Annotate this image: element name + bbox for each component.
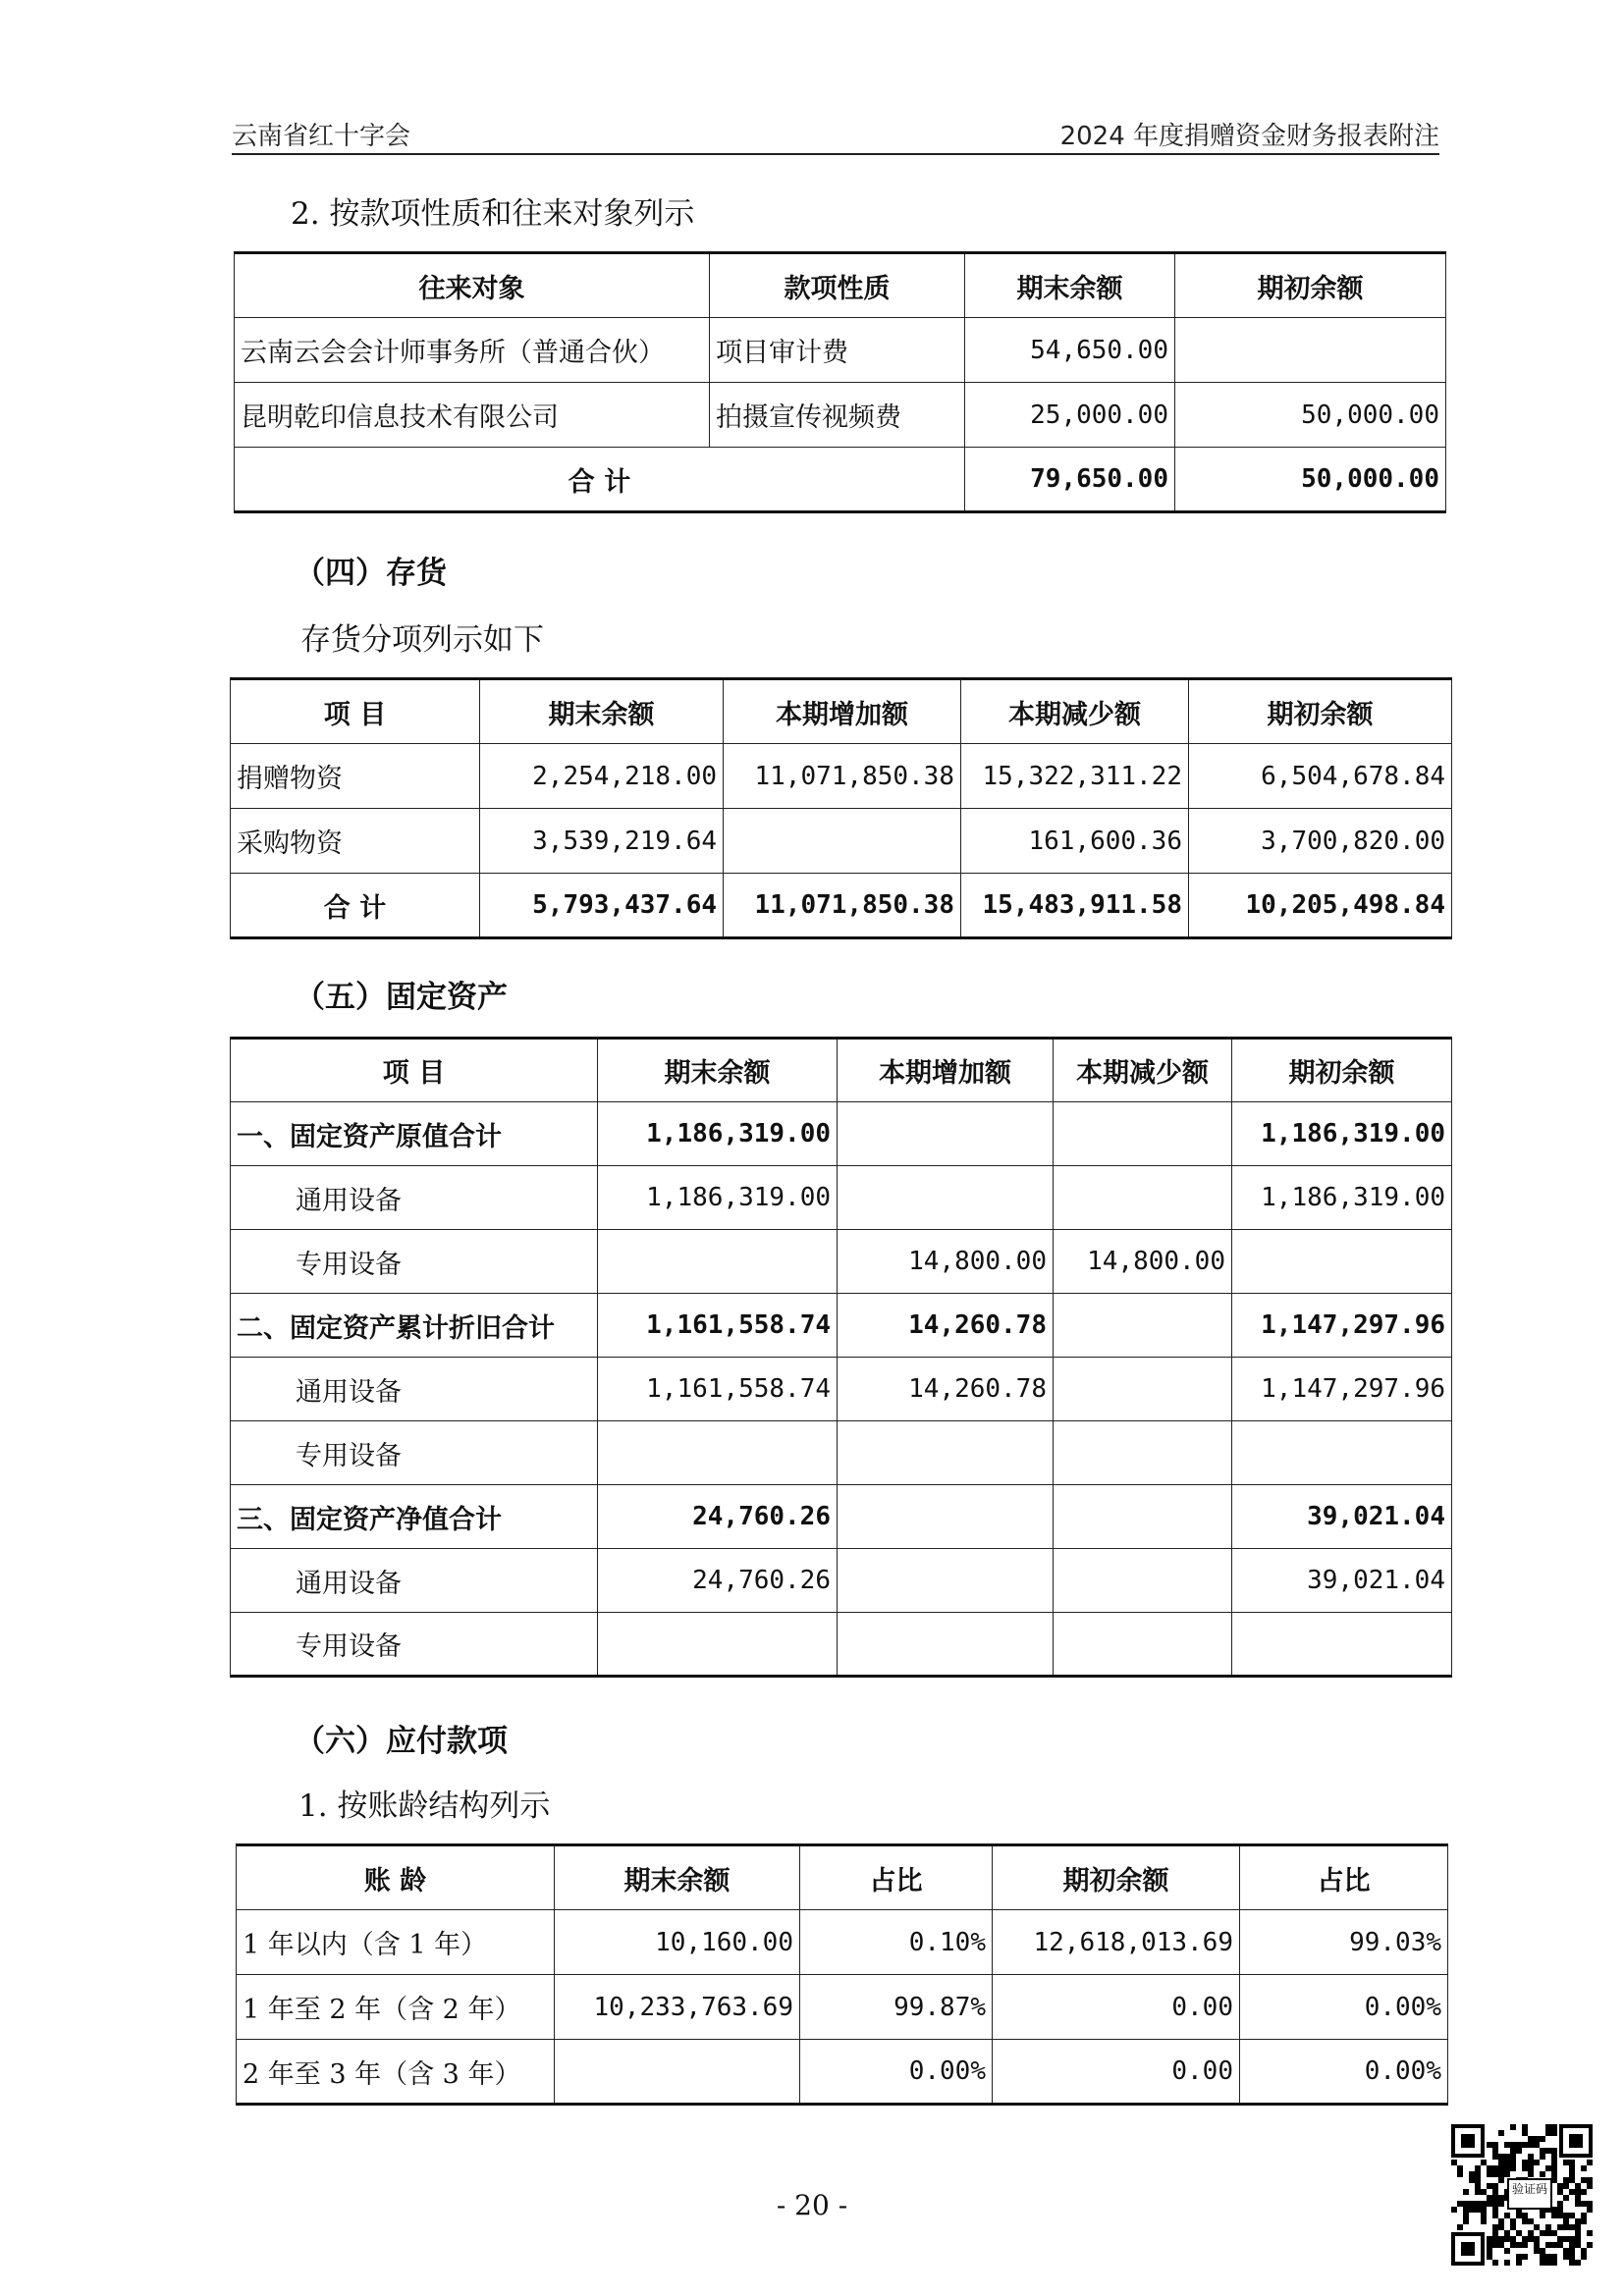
cell-opening: 1,147,297.96 xyxy=(1232,1294,1452,1358)
table-row xyxy=(231,1358,1452,1421)
table-row xyxy=(231,1613,1452,1677)
col-header: 账 龄 xyxy=(237,1845,555,1910)
table-header-row xyxy=(237,1845,1448,1910)
cell-nature: 拍摄宣传视频费 xyxy=(710,383,965,448)
table-payables-aging xyxy=(236,1843,1448,2106)
cell-decrease xyxy=(1054,1102,1232,1166)
cell-closing: 1,161,558.74 xyxy=(598,1294,838,1358)
col-header: 往来对象 xyxy=(235,253,710,318)
cell-increase xyxy=(838,1549,1054,1613)
qr-label: 验证码 xyxy=(1511,2182,1548,2196)
cell-closing-share: 0.10% xyxy=(800,1910,993,1975)
cell-opening: 6,504,678.84 xyxy=(1189,744,1452,809)
cell-total-increase: 11,071,850.38 xyxy=(724,874,961,938)
cell-opening: 3,700,820.00 xyxy=(1189,809,1452,874)
cell-increase: 14,800.00 xyxy=(838,1230,1054,1294)
cell-decrease xyxy=(1054,1421,1232,1485)
col-header: 期初余额 xyxy=(1189,679,1452,744)
section-heading-inventory: （四）存货 xyxy=(295,556,447,591)
cell-opening: 0.00 xyxy=(993,1975,1240,2040)
cell-closing: 1,186,319.00 xyxy=(598,1166,838,1230)
table-fixed-assets xyxy=(230,1037,1452,1678)
table-total-row xyxy=(235,448,1446,512)
col-header: 期初余额 xyxy=(1232,1039,1452,1102)
cell-opening: 39,021.04 xyxy=(1232,1485,1452,1549)
cell-item: 通用设备 xyxy=(231,1358,598,1421)
col-header: 项 目 xyxy=(231,679,480,744)
cell-item: 专用设备 xyxy=(231,1613,598,1677)
cell-opening xyxy=(1232,1613,1452,1677)
cell-closing: 10,160.00 xyxy=(555,1910,800,1975)
section-heading-fixed-assets: （五）固定资产 xyxy=(295,980,508,1015)
cell-item: 通用设备 xyxy=(231,1166,598,1230)
header-org: 云南省红十字会 xyxy=(232,122,411,151)
cell-increase xyxy=(838,1102,1054,1166)
cell-opening xyxy=(1232,1421,1452,1485)
cell-opening-share: 99.03% xyxy=(1240,1910,1448,1975)
cell-closing: 3,539,219.64 xyxy=(480,809,724,874)
cell-item: 捐赠物资 xyxy=(231,744,480,809)
table-row xyxy=(231,1549,1452,1613)
cell-closing: 1,186,319.00 xyxy=(598,1102,838,1166)
cell-item: 通用设备 xyxy=(231,1549,598,1613)
cell-nature: 项目审计费 xyxy=(710,318,965,383)
table-by-nature xyxy=(234,251,1446,513)
cell-decrease xyxy=(1054,1549,1232,1613)
cell-decrease: 161,600.36 xyxy=(961,809,1189,874)
section-subheading-inventory: 存货分项列示如下 xyxy=(300,622,544,658)
page-number: - 20 - xyxy=(776,2189,848,2221)
cell-counterparty: 云南云会会计师事务所（普通合伙） xyxy=(235,318,710,383)
cell-total-decrease: 15,483,911.58 xyxy=(961,874,1189,938)
cell-opening: 1,147,297.96 xyxy=(1232,1358,1452,1421)
cell-closing xyxy=(598,1230,838,1294)
table-row xyxy=(231,1230,1452,1294)
cell-closing: 24,760.26 xyxy=(598,1549,838,1613)
col-header: 占比 xyxy=(1240,1845,1448,1910)
table-row xyxy=(231,1421,1452,1485)
section-subheading-payables: 1. 按账龄结构列示 xyxy=(298,1789,551,1824)
cell-total-opening: 50,000.00 xyxy=(1175,448,1446,512)
cell-closing: 1,161,558.74 xyxy=(598,1358,838,1421)
cell-total-closing: 5,793,437.64 xyxy=(480,874,724,938)
cell-item: 一、固定资产原值合计 xyxy=(231,1102,598,1166)
cell-increase xyxy=(838,1166,1054,1230)
cell-closing xyxy=(598,1613,838,1677)
section-heading-payables: （六）应付款项 xyxy=(295,1724,508,1759)
cell-opening: 0.00 xyxy=(993,2040,1240,2105)
table-total-row xyxy=(231,874,1452,938)
cell-total-opening: 10,205,498.84 xyxy=(1189,874,1452,938)
cell-closing: 54,650.00 xyxy=(965,318,1175,383)
cell-item: 二、固定资产累计折旧合计 xyxy=(231,1294,598,1358)
table-row xyxy=(235,318,1446,383)
table-header-row xyxy=(235,253,1446,318)
cell-closing xyxy=(555,2040,800,2105)
col-header: 本期增加额 xyxy=(724,679,961,744)
col-header: 期末余额 xyxy=(480,679,724,744)
table-row xyxy=(237,2040,1448,2105)
col-header: 期末余额 xyxy=(555,1845,800,1910)
col-header: 期末余额 xyxy=(598,1039,838,1102)
cell-increase xyxy=(724,809,961,874)
cell-opening: 12,618,013.69 xyxy=(993,1910,1240,1975)
cell-opening-share: 0.00% xyxy=(1240,2040,1448,2105)
table-row xyxy=(235,383,1446,448)
table-row xyxy=(231,1294,1452,1358)
cell-closing-share: 0.00% xyxy=(800,2040,993,2105)
cell-aging: 1 年至 2 年（含 2 年） xyxy=(237,1975,555,2040)
header-divider xyxy=(232,153,1439,155)
cell-increase: 11,071,850.38 xyxy=(724,744,961,809)
table-row xyxy=(237,1910,1448,1975)
cell-opening: 1,186,319.00 xyxy=(1232,1102,1452,1166)
cell-total-label: 合 计 xyxy=(235,448,965,512)
cell-increase: 14,260.78 xyxy=(838,1358,1054,1421)
cell-decrease xyxy=(1054,1358,1232,1421)
col-header: 期初余额 xyxy=(1175,253,1446,318)
section-heading-by-nature: 2. 按款项性质和往来对象列示 xyxy=(291,196,695,232)
cell-opening: 50,000.00 xyxy=(1175,383,1446,448)
cell-decrease xyxy=(1054,1166,1232,1230)
cell-increase xyxy=(838,1485,1054,1549)
table-row xyxy=(231,1485,1452,1549)
verification-qr-code-icon xyxy=(1451,2124,1593,2266)
table-row xyxy=(231,744,1452,809)
cell-aging: 1 年以内（含 1 年） xyxy=(237,1910,555,1975)
cell-decrease xyxy=(1054,1613,1232,1677)
col-header: 本期增加额 xyxy=(838,1039,1054,1102)
table-header-row xyxy=(231,1039,1452,1102)
col-header: 占比 xyxy=(800,1845,993,1910)
cell-item: 专用设备 xyxy=(231,1421,598,1485)
cell-opening: 1,186,319.00 xyxy=(1232,1166,1452,1230)
cell-total-label: 合 计 xyxy=(231,874,480,938)
cell-item: 采购物资 xyxy=(231,809,480,874)
cell-decrease xyxy=(1054,1485,1232,1549)
cell-decrease: 15,322,311.22 xyxy=(961,744,1189,809)
table-row xyxy=(237,1975,1448,2040)
cell-closing: 25,000.00 xyxy=(965,383,1175,448)
cell-increase xyxy=(838,1421,1054,1485)
cell-increase xyxy=(838,1613,1054,1677)
cell-item: 三、固定资产净值合计 xyxy=(231,1485,598,1549)
cell-closing: 24,760.26 xyxy=(598,1485,838,1549)
cell-increase: 14,260.78 xyxy=(838,1294,1054,1358)
cell-closing: 10,233,763.69 xyxy=(555,1975,800,2040)
col-header: 期末余额 xyxy=(965,253,1175,318)
col-header: 款项性质 xyxy=(710,253,965,318)
cell-opening xyxy=(1175,318,1446,383)
table-row xyxy=(231,1166,1452,1230)
cell-opening xyxy=(1232,1230,1452,1294)
col-header: 本期减少额 xyxy=(1054,1039,1232,1102)
col-header: 项 目 xyxy=(231,1039,598,1102)
cell-closing-share: 99.87% xyxy=(800,1975,993,2040)
table-header-row xyxy=(231,679,1452,744)
cell-item: 专用设备 xyxy=(231,1230,598,1294)
table-row xyxy=(231,1102,1452,1166)
table-row xyxy=(231,809,1452,874)
header-report-title: 2024 年度捐赠资金财务报表附注 xyxy=(1059,122,1439,151)
cell-decrease: 14,800.00 xyxy=(1054,1230,1232,1294)
col-header: 本期减少额 xyxy=(961,679,1189,744)
cell-closing: 2,254,218.00 xyxy=(480,744,724,809)
cell-decrease xyxy=(1054,1294,1232,1358)
cell-total-closing: 79,650.00 xyxy=(965,448,1175,512)
cell-counterparty: 昆明乾印信息技术有限公司 xyxy=(235,383,710,448)
col-header: 期初余额 xyxy=(993,1845,1240,1910)
cell-aging: 2 年至 3 年（含 3 年） xyxy=(237,2040,555,2105)
cell-opening-share: 0.00% xyxy=(1240,1975,1448,2040)
cell-closing xyxy=(598,1421,838,1485)
cell-opening: 39,021.04 xyxy=(1232,1549,1452,1613)
table-inventory xyxy=(230,677,1452,939)
